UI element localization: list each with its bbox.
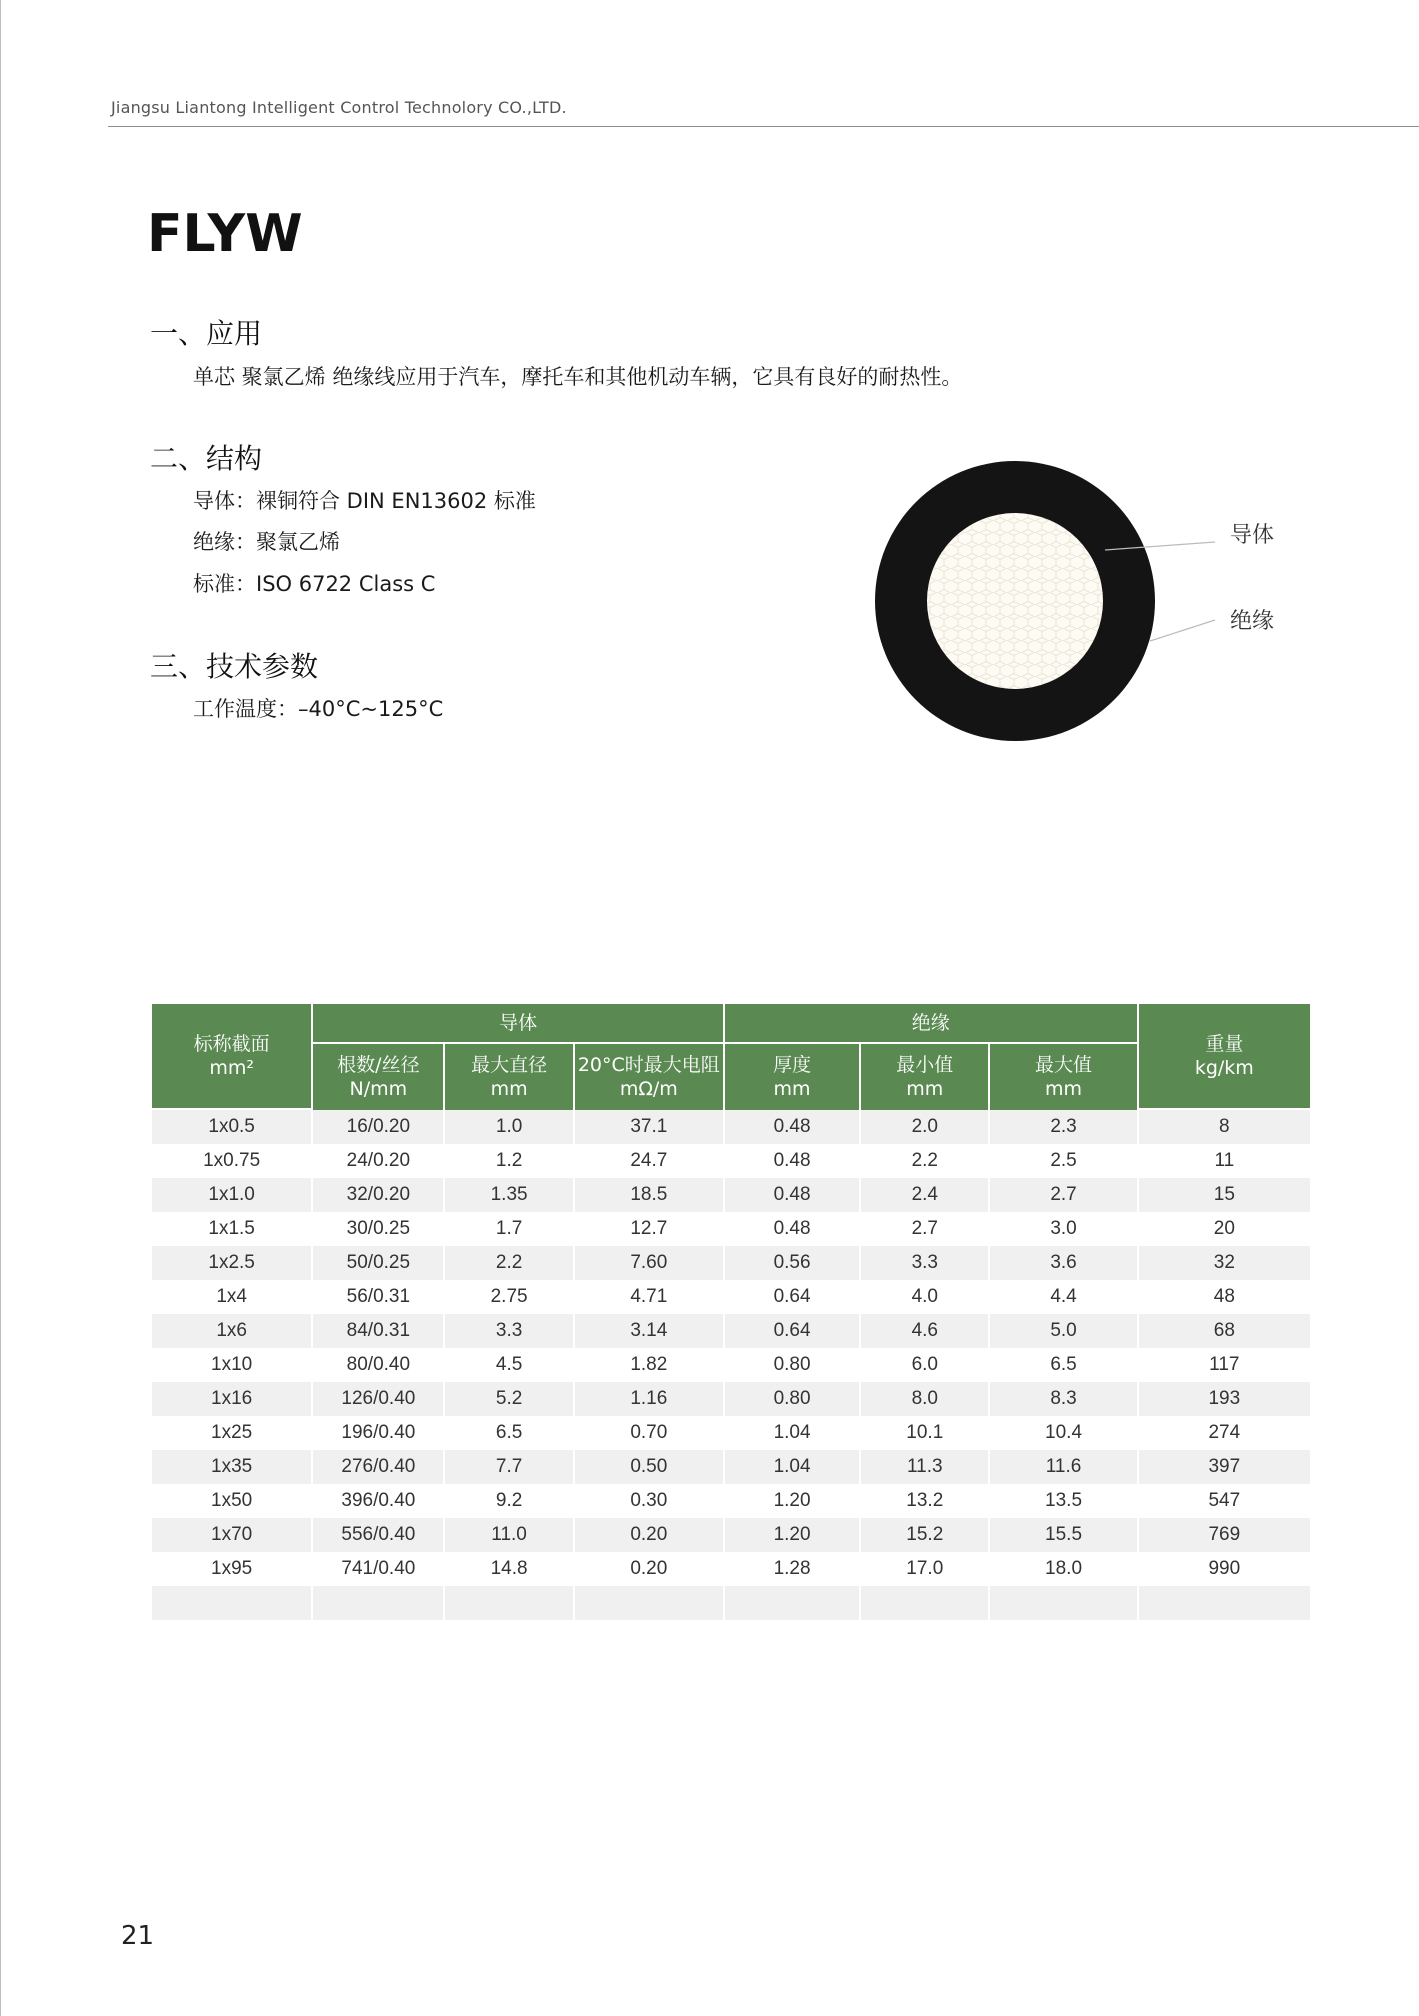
table-cell: 14.8	[445, 1552, 572, 1586]
table-cell: 2.0	[861, 1110, 988, 1144]
table-cell: 5.0	[990, 1314, 1136, 1348]
table-cell: 8.0	[861, 1382, 988, 1416]
table-cell: 2.7	[990, 1178, 1136, 1212]
table-cell: 7.60	[575, 1246, 723, 1280]
table-cell: 32/0.20	[313, 1178, 443, 1212]
th-weight-label: 重量	[1205, 1033, 1244, 1055]
table-cell: 0.48	[725, 1144, 859, 1178]
product-title: FLYW	[147, 204, 303, 264]
page-number: 21	[121, 1921, 155, 1951]
table-row	[152, 1144, 1310, 1178]
table-cell	[725, 1586, 859, 1620]
leader-line-insulation	[1150, 620, 1215, 641]
table-cell: 2.2	[861, 1144, 988, 1178]
table-cell: 1.7	[445, 1212, 572, 1246]
table-cell: 1.04	[725, 1450, 859, 1484]
th-thickness-label: 厚度	[773, 1054, 812, 1076]
table-cell: 8	[1139, 1110, 1310, 1144]
th-max-outer-diameter-unit: mm	[1045, 1078, 1083, 1100]
table-cell: 396/0.40	[313, 1484, 443, 1518]
table-cell: 196/0.40	[313, 1416, 443, 1450]
th-min-diameter	[861, 1044, 988, 1110]
table-row	[152, 1450, 1310, 1484]
table-cell: 18.0	[990, 1552, 1136, 1586]
table-cell: 4.0	[861, 1280, 988, 1314]
table-cell: 1x1.5	[152, 1212, 311, 1246]
table-cell: 1.35	[445, 1178, 572, 1212]
table-cell: 1x16	[152, 1382, 311, 1416]
table-cell: 0.70	[575, 1416, 723, 1450]
th-min-diameter-label: 最小值	[896, 1054, 954, 1076]
table-cell: 2.3	[990, 1110, 1136, 1144]
table-cell: 1x0.75	[152, 1144, 311, 1178]
table-row	[152, 1110, 1310, 1144]
page-left-border	[0, 0, 1, 2016]
table-cell: 2.2	[445, 1246, 572, 1280]
table-cell: 18.5	[575, 1178, 723, 1212]
table-cell: 11.0	[445, 1518, 572, 1552]
table-row	[152, 1416, 1310, 1450]
table-cell: 56/0.31	[313, 1280, 443, 1314]
table-cell: 48	[1139, 1280, 1310, 1314]
table-cell: 1x70	[152, 1518, 311, 1552]
table-row	[152, 1314, 1310, 1348]
table-row	[152, 1246, 1310, 1280]
table-cell: 3.0	[990, 1212, 1136, 1246]
header-divider	[108, 126, 1419, 127]
header-company-name: Jiangsu Liantong Intelligent Control Technolory CO.,LTD.	[111, 98, 567, 117]
table-cell: 13.2	[861, 1484, 988, 1518]
table-cell: 0.20	[575, 1552, 723, 1586]
th-max-outer-diameter-label: 最大值	[1035, 1054, 1093, 1076]
table-cell: 4.6	[861, 1314, 988, 1348]
th-strands-unit: N/mm	[349, 1078, 408, 1100]
table-cell	[1139, 1586, 1310, 1620]
table-cell: 1x50	[152, 1484, 311, 1518]
table-cell: 9.2	[445, 1484, 572, 1518]
table-cell	[313, 1586, 443, 1620]
tech-operating-temperature: 工作温度：–40°C~125°C	[193, 697, 444, 721]
table-cell: 1x0.5	[152, 1110, 311, 1144]
table-cell: 397	[1139, 1450, 1310, 1484]
table-cell: 0.48	[725, 1212, 859, 1246]
table-row	[152, 1552, 1310, 1586]
section-heading-application: 一、应用	[150, 317, 263, 350]
table-cell	[152, 1586, 311, 1620]
table-cell: 0.64	[725, 1280, 859, 1314]
table-row	[152, 1484, 1310, 1518]
table-cell: 2.5	[990, 1144, 1136, 1178]
table-cell: 13.5	[990, 1484, 1136, 1518]
table-cell: 193	[1139, 1382, 1310, 1416]
table-cell: 4.4	[990, 1280, 1136, 1314]
table-cell: 30/0.25	[313, 1212, 443, 1246]
table-cell: 547	[1139, 1484, 1310, 1518]
table-cell: 2.4	[861, 1178, 988, 1212]
table-cell: 126/0.40	[313, 1382, 443, 1416]
table-row	[152, 1178, 1310, 1212]
table-cell	[445, 1586, 572, 1620]
table-cell: 11.3	[861, 1450, 988, 1484]
th-section	[152, 1004, 311, 1110]
table-cell: 11	[1139, 1144, 1310, 1178]
th-strands	[313, 1044, 443, 1110]
table-cell: 68	[1139, 1314, 1310, 1348]
table-cell: 4.5	[445, 1348, 572, 1382]
th-weight	[1139, 1004, 1310, 1110]
table-row	[152, 1212, 1310, 1246]
table-row	[152, 1348, 1310, 1382]
th-thickness-unit: mm	[773, 1078, 811, 1100]
table-cell: 1.20	[725, 1518, 859, 1552]
table-cell: 16/0.20	[313, 1110, 443, 1144]
table-cell: 6.5	[990, 1348, 1136, 1382]
table-cell: 20	[1139, 1212, 1310, 1246]
table-cell: 6.5	[445, 1416, 572, 1450]
section-heading-structure: 二、结构	[150, 442, 263, 475]
table-cell: 10.4	[990, 1416, 1136, 1450]
table-cell: 1.2	[445, 1144, 572, 1178]
table-row	[152, 1586, 1310, 1620]
structure-item-insulation: 绝缘：聚氯乙烯	[193, 530, 340, 554]
table-cell: 3.3	[445, 1314, 572, 1348]
table-cell: 0.80	[725, 1382, 859, 1416]
label-conductor: 导体	[1230, 523, 1275, 548]
table-cell: 5.2	[445, 1382, 572, 1416]
table-cell: 10.1	[861, 1416, 988, 1450]
application-text: 单芯 聚氯乙烯 绝缘线应用于汽车，摩托车和其他机动车辆，它具有良好的耐热性。	[193, 365, 963, 389]
th-resistance-unit: mΩ/m	[619, 1078, 678, 1100]
table-cell: 1.16	[575, 1382, 723, 1416]
table-cell: 1x2.5	[152, 1246, 311, 1280]
th-max-diameter-unit: mm	[490, 1078, 528, 1100]
table-cell: 1x10	[152, 1348, 311, 1382]
table-cell: 15.5	[990, 1518, 1136, 1552]
table-cell: 117	[1139, 1348, 1310, 1382]
table-cell: 556/0.40	[313, 1518, 443, 1552]
table-cell: 0.56	[725, 1246, 859, 1280]
th-max-diameter-label: 最大直径	[471, 1054, 548, 1076]
table-cell: 84/0.31	[313, 1314, 443, 1348]
table-cell: 7.7	[445, 1450, 572, 1484]
spec-table-body	[152, 1110, 1310, 1620]
table-row	[152, 1280, 1310, 1314]
th-resistance	[575, 1044, 723, 1110]
table-cell: 769	[1139, 1518, 1310, 1552]
table-cell: 1.20	[725, 1484, 859, 1518]
table-cell: 1x1.0	[152, 1178, 311, 1212]
table-cell: 24/0.20	[313, 1144, 443, 1178]
table-cell	[575, 1586, 723, 1620]
table-cell: 1.04	[725, 1416, 859, 1450]
th-max-outer-diameter	[990, 1044, 1136, 1110]
table-cell: 990	[1139, 1552, 1310, 1586]
table-cell: 15	[1139, 1178, 1310, 1212]
table-cell: 0.80	[725, 1348, 859, 1382]
th-thickness	[725, 1044, 859, 1110]
structure-item-conductor: 导体：裸铜符合 DIN EN13602 标准	[193, 489, 536, 513]
table-cell: 2.7	[861, 1212, 988, 1246]
table-cell: 1.28	[725, 1552, 859, 1586]
table-cell: 0.48	[725, 1110, 859, 1144]
table-cell: 1x35	[152, 1450, 311, 1484]
th-strands-label: 根数/丝径	[337, 1054, 420, 1076]
th-min-diameter-unit: mm	[906, 1078, 944, 1100]
table-cell: 37.1	[575, 1110, 723, 1144]
table-cell: 17.0	[861, 1552, 988, 1586]
table-cell: 274	[1139, 1416, 1310, 1450]
table-row	[152, 1382, 1310, 1416]
table-cell: 3.14	[575, 1314, 723, 1348]
table-cell: 6.0	[861, 1348, 988, 1382]
th-weight-unit: kg/km	[1194, 1057, 1254, 1079]
th-section-label: 标称截面	[193, 1033, 270, 1055]
structure-item-standard: 标准：ISO 6722 Class C	[193, 572, 436, 596]
table-cell: 1x25	[152, 1416, 311, 1450]
th-max-diameter	[445, 1044, 572, 1110]
table-cell: 0.48	[725, 1178, 859, 1212]
table-cell: 0.64	[725, 1314, 859, 1348]
table-cell: 276/0.40	[313, 1450, 443, 1484]
table-cell	[990, 1586, 1136, 1620]
section-heading-tech: 三、技术参数	[150, 650, 319, 683]
th-group-insulation: 绝缘	[725, 1004, 1137, 1044]
table-cell: 1x4	[152, 1280, 311, 1314]
table-cell: 741/0.40	[313, 1552, 443, 1586]
th-section-unit: mm²	[209, 1057, 254, 1079]
table-cell: 8.3	[990, 1382, 1136, 1416]
table-cell: 3.6	[990, 1246, 1136, 1280]
table-cell: 12.7	[575, 1212, 723, 1246]
table-cell: 3.3	[861, 1246, 988, 1280]
table-cell: 32	[1139, 1246, 1310, 1280]
table-cell: 15.2	[861, 1518, 988, 1552]
table-cell: 0.50	[575, 1450, 723, 1484]
table-cell: 80/0.40	[313, 1348, 443, 1382]
spec-table	[150, 1004, 1312, 1620]
table-cell: 24.7	[575, 1144, 723, 1178]
table-cell	[861, 1586, 988, 1620]
table-cell: 1x95	[152, 1552, 311, 1586]
label-insulation: 绝缘	[1230, 609, 1275, 634]
table-cell: 1.0	[445, 1110, 572, 1144]
table-cell: 2.75	[445, 1280, 572, 1314]
th-resistance-label: 20°C时最大电阻	[577, 1054, 720, 1076]
table-cell: 1.82	[575, 1348, 723, 1382]
table-row	[152, 1518, 1310, 1552]
table-cell: 0.20	[575, 1518, 723, 1552]
table-cell: 11.6	[990, 1450, 1136, 1484]
table-cell: 50/0.25	[313, 1246, 443, 1280]
th-group-conductor: 导体	[313, 1004, 723, 1044]
conductor-strand-pattern	[927, 513, 1103, 689]
table-cell: 1x6	[152, 1314, 311, 1348]
table-cell: 4.71	[575, 1280, 723, 1314]
table-cell: 0.30	[575, 1484, 723, 1518]
